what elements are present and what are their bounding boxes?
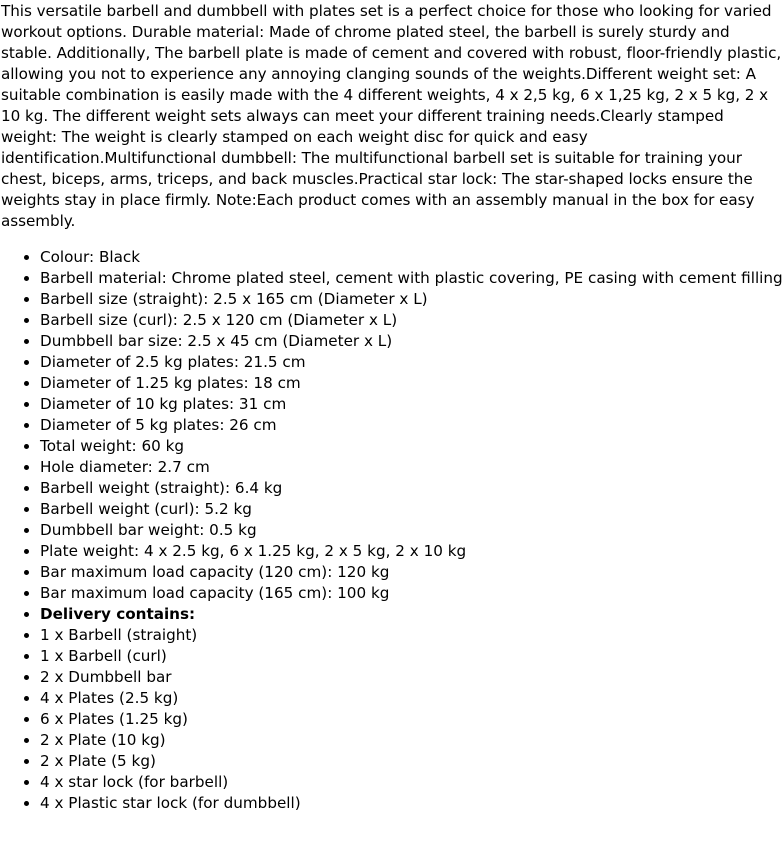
delivery-heading: • Delivery contains:: [40, 604, 784, 625]
spec-item-barbell-size-straight: • Barbell size (straight): 2.5 x 165 cm (Diameter x L): [40, 289, 784, 310]
spec-item-total-weight: • Total weight: 60 kg: [40, 436, 784, 457]
product-description: This versatile barbell and dumbbell with plates set is a perfect choice for those who looking for varied workout options. Durable material: Made of chrome plated steel, the barbell is surely sturdy and stable. Additionally, The barbell plate is made of cement and covered with robust, floor-friendly plastic, allowing you not to experience any annoying clanging sounds of the weights.Different weight set: A suitable combination is easily made with the 4 different weights, 4 x 2,5 kg, 6 x 1,25 kg, 2 x 5 kg, 2 x 10 kg. The different weight sets always can meet your different training needs.Clearly stamped weight: The weight is clearly stamped on each weight disc for quick and easy identification.Multifunctional dumbbell: The multifunctional barbell set is suitable for training your chest, biceps, arms, triceps, and back muscles.Practical star lock: The star-shaped locks ensure the weights stay in place firmly. Note:Each product comes with an assembly manual in the box for easy assembly.: [1, 2, 782, 230]
spec-item-barbell-weight-straight: • Barbell weight (straight): 6.4 kg: [40, 478, 784, 499]
spec-item-diameter-2-5kg: • Diameter of 2.5 kg plates: 21.5 cm: [40, 352, 784, 373]
spec-item-barbell-material: • Barbell material: Chrome plated steel, cement with plastic covering, PE casing with cement filling: [40, 268, 784, 289]
delivery-item-star-lock-dumbbell: • 4 x Plastic star lock (for dumbbell): [40, 793, 784, 814]
delivery-item-dumbbell-bar: • 2 x Dumbbell bar: [40, 667, 784, 688]
spec-item-hole-diameter: • Hole diameter: 2.7 cm: [40, 457, 784, 478]
spec-item-diameter-5kg: • Diameter of 5 kg plates: 26 cm: [40, 415, 784, 436]
delivery-item-plate-5kg: • 2 x Plate (5 kg): [40, 751, 784, 772]
delivery-item-plate-10kg: • 2 x Plate (10 kg): [40, 730, 784, 751]
spec-item-dumbbell-bar-weight: • Dumbbell bar weight: 0.5 kg: [40, 520, 784, 541]
spec-item-plate-weight: • Plate weight: 4 x 2.5 kg, 6 x 1.25 kg, 2 x 5 kg, 2 x 10 kg: [40, 541, 784, 562]
delivery-item-star-lock-barbell: • 4 x star lock (for barbell): [40, 772, 784, 793]
spec-item-barbell-size-curl: • Barbell size (curl): 2.5 x 120 cm (Diameter x L): [40, 310, 784, 331]
spec-item-diameter-10kg: • Diameter of 10 kg plates: 31 cm: [40, 394, 784, 415]
spec-item-dumbbell-bar-size: • Dumbbell bar size: 2.5 x 45 cm (Diameter x L): [40, 331, 784, 352]
spec-item-colour: • Colour: Black: [40, 247, 784, 268]
spec-item-load-capacity-120: • Bar maximum load capacity (120 cm): 120 kg: [40, 562, 784, 583]
spec-list: [0, 247, 784, 814]
delivery-item-barbell-curl: • 1 x Barbell (curl): [40, 646, 784, 667]
delivery-item-plates-2-5kg: • 4 x Plates (2.5 kg): [40, 688, 784, 709]
delivery-item-plates-1-25kg: • 6 x Plates (1.25 kg): [40, 709, 784, 730]
spec-item-diameter-1-25kg: • Diameter of 1.25 kg plates: 18 cm: [40, 373, 784, 394]
spec-item-load-capacity-165: • Bar maximum load capacity (165 cm): 100 kg: [40, 583, 784, 604]
spec-item-barbell-weight-curl: • Barbell weight (curl): 5.2 kg: [40, 499, 784, 520]
delivery-item-barbell-straight: • 1 x Barbell (straight): [40, 625, 784, 646]
